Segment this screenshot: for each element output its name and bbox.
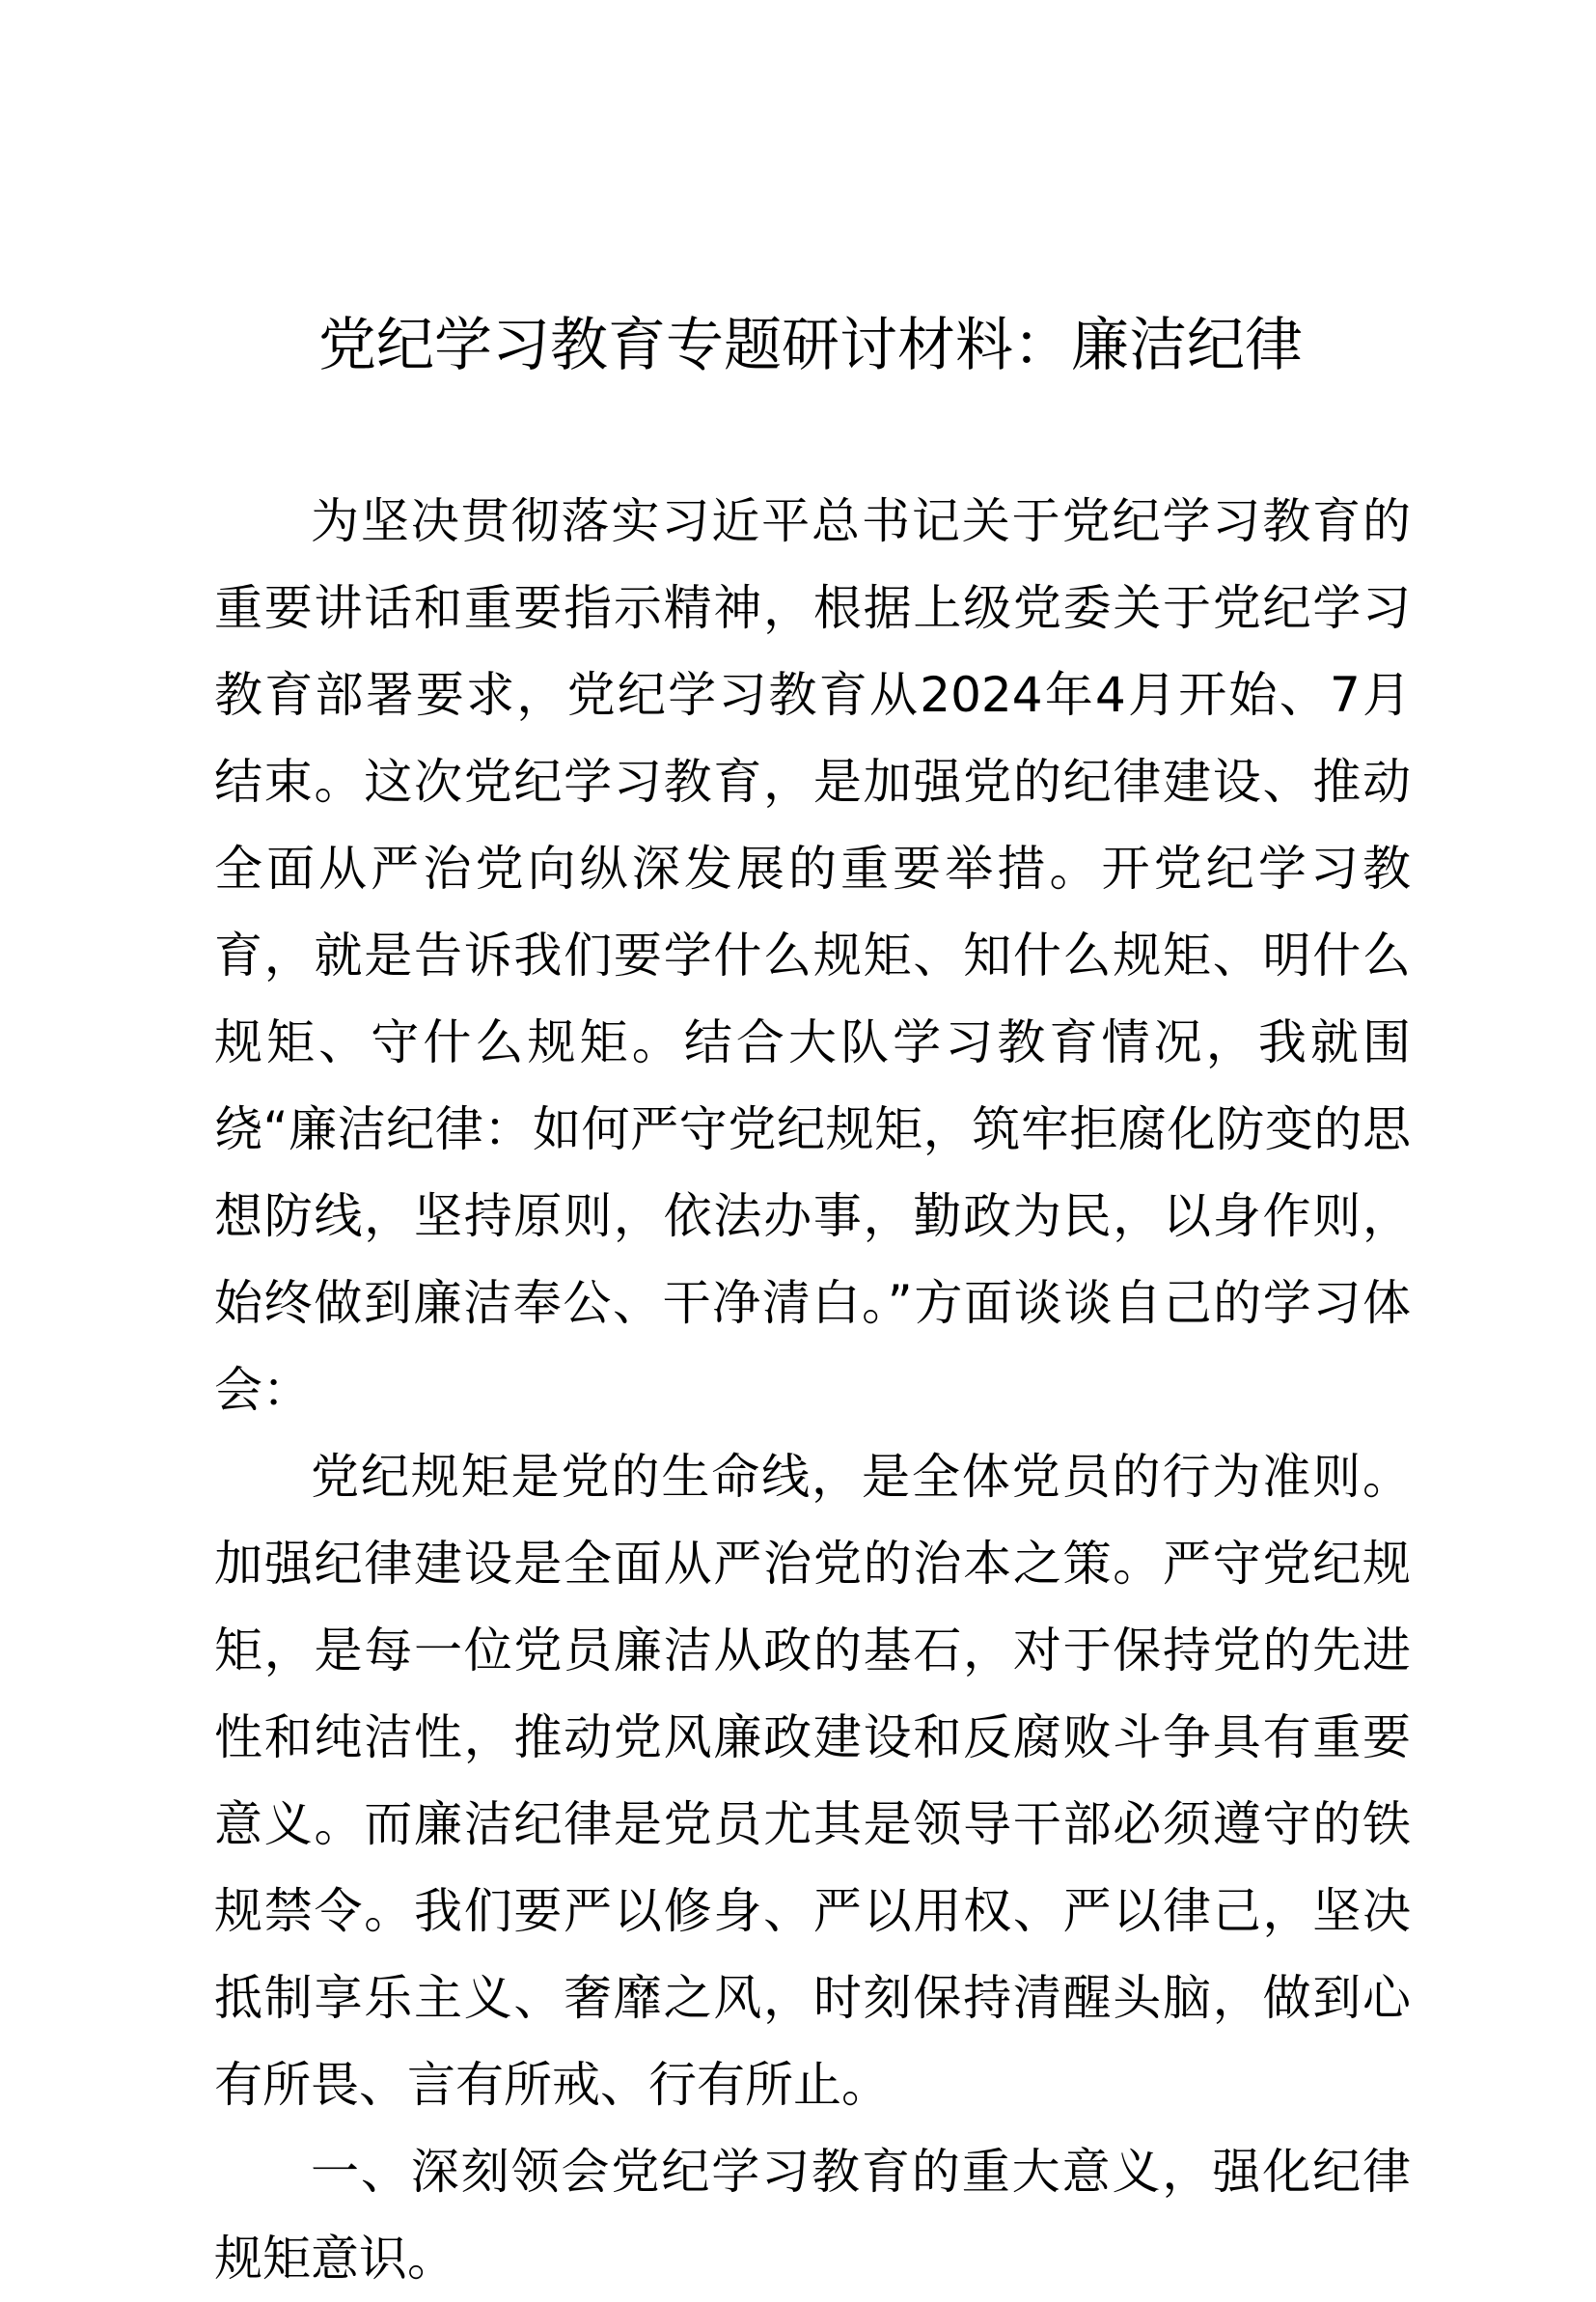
document-title: 党纪学习教育专题研讨材料：廉洁纪律 xyxy=(318,312,1303,379)
discipline-paragraph: 党纪规矩是党的生命线，是全体党员的行为准则。加强纪律建设是全面从严治党的治本之策。严守党纪规矩，是每一位党员廉洁从政的基石，对于保持党的先进性和纯洁性，推动党风廉政建设和反腐败斗争具有重要意义。而廉洁纪律是党员尤其是领导干部必须遵守的铁规禁令。我们要严以修身、严以用权、严以律己，坚决抵制享乐主义、奢靡之风，时刻保持清醒头脑，做到心有所畏、言有所戒、行有所止。 xyxy=(214,1449,1411,2113)
section-heading-one: 一、深刻领会党纪学习教育的重大意义，强化纪律规矩意识。 xyxy=(214,2144,1411,2287)
intro-paragraph: 为坚决贯彻落实习近平总书记关于党纪学习教育的重要讲话和重要指示精神，根据上级党委关于党纪学习教育部署要求，党纪学习教育从2024年4月开始、7月结束。这次党纪学习教育，是加强党的纪律建设、推动全面从严治党向纵深发展的重要举措。开党纪学习教育，就是告诉我们要学什么规矩、知什么规矩、明什么规矩、守什么规矩。结合大队学习教育情况，我就围绕“廉洁纪律：如何严守党纪规矩，筑牢拒腐化防变的思想防线，坚持原则，依法办事，勤政为民，以身作则，始终做到廉洁奉公、干净清白。”方面谈谈自己的学习体会： xyxy=(214,493,1411,1418)
document-body xyxy=(214,478,1411,2302)
